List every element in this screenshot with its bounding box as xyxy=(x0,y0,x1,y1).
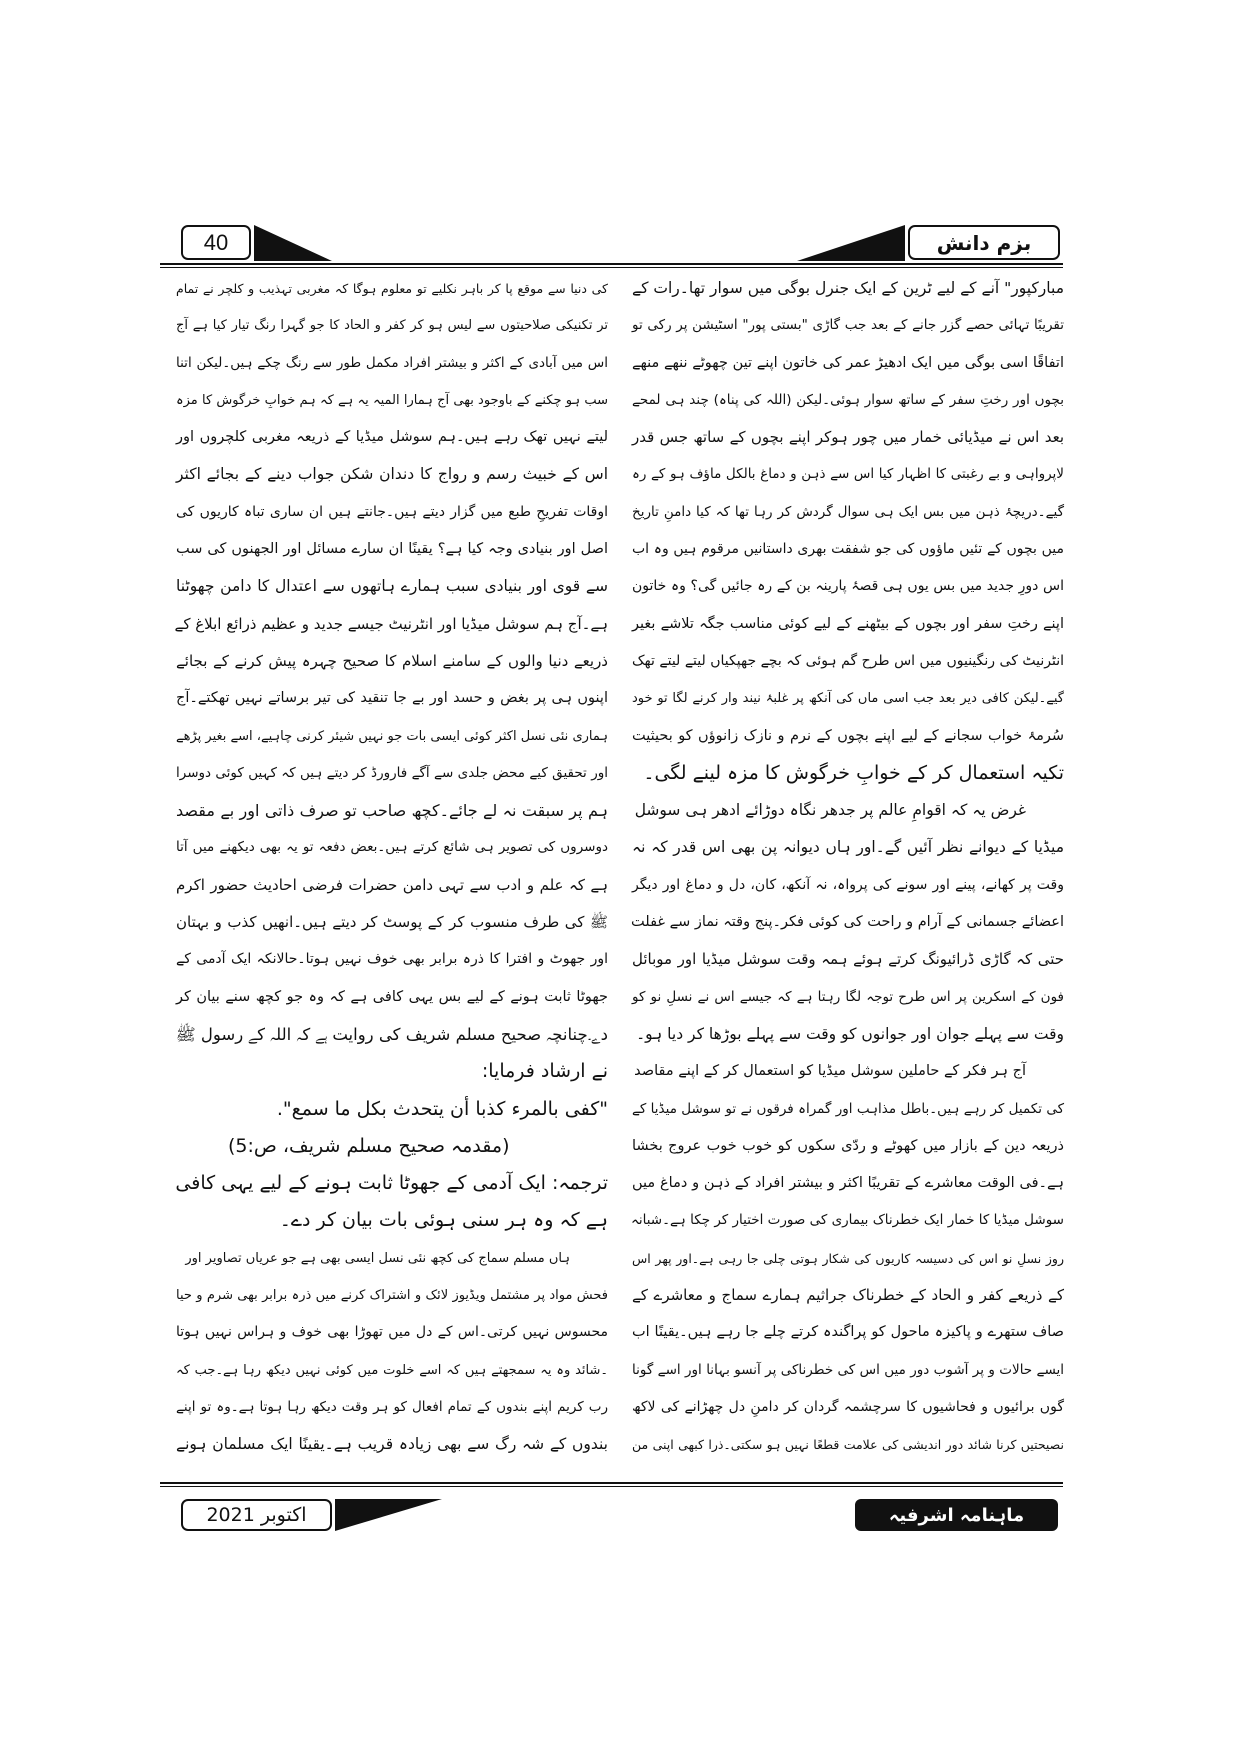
page-number-box xyxy=(181,225,251,260)
text-line: جھوٹا ثابت ہونے کے لیے بس یہی کافی ہے کہ وہ جو کچھ سنے بیان کر xyxy=(176,988,608,1005)
text-line: اعضائے جسمانی کے آرام و راحت کی کوئی فکر۔پنج وقتہ نماز سے غفلت xyxy=(631,914,1064,931)
page-number: 40 xyxy=(203,229,229,255)
magazine-name: ماہنامہ اشرفیہ xyxy=(888,1504,1025,1526)
text-line: لاپرواہی و بے رغبتی کا اظہار کیا اس سے ذہن و دماغ بالکل ماؤف ہو کے رہ xyxy=(632,466,1064,483)
text-line: ہے کہ علم و ادب سے تہی دامن حضرات فرضی احادیث حضور اکرم xyxy=(176,875,608,894)
text-line: اصل اور بنیادی وجہ کیا ہے؟ یقینًا ان سارے مسائل اور الجھنوں کی سب xyxy=(176,541,608,558)
text-line: سے قوی اور بنیادی سبب ہمارے ہاتھوں سے اعتدال کا دامن چھوٹنا xyxy=(176,577,608,596)
text-line: کی دنیا سے موقع پا کر باہر نکلیے تو معلوم ہوگا کہ مغربی تہذیب و کلچر نے تمام xyxy=(176,281,608,296)
text-line: گوں برائیوں و فحاشیوں کا سرچشمہ گردان کر دامنِ دل چھڑانے کی لاکھ xyxy=(632,1398,1064,1415)
text-line: ہے۔فی الوقت معاشرے کے تقریبًا اکثر و بیشتر افراد کے ذہن و دماغ میں xyxy=(632,1175,1064,1192)
text-line: ذریعے دنیا والوں کے سامنے اسلام کا صحیح چہرہ پیش کرنے کے بجائے xyxy=(176,651,608,670)
text-line: اور تحقیق کیے محض جلدی سے آگے فارورڈ کر دیتے ہیں کہ کہیں کوئی دوسرا xyxy=(176,764,608,781)
text-line: نے ارشاد فرمایا: xyxy=(481,1060,608,1083)
text-line: بچوں اور رختِ سفر کے ساتھ سوار ہوئی۔لیکن (اللہ کی پناہ) چند ہی لمحے xyxy=(632,391,1064,408)
text-line: میں بچوں کے تئیں ماؤوں کی جو شفقت بھری داستانیں مرقوم ہیں وہ اب xyxy=(632,541,1064,558)
text-line: مبارکپور" آنے کے لیے ٹرین کے ایک جنرل بوگی میں سوار تھا۔رات کے xyxy=(632,279,1064,297)
text-line: ہم پر سبقت نہ لے جائے۔کچھ صاحب تو صرف ذاتی اور بے مقصد xyxy=(176,801,608,821)
text-line: تر تکنیکی صلاحیتوں سے لیس ہو کر کفر و الحاد کا جو گہرا رنگ تیار کیا ہے آج xyxy=(176,318,608,334)
text-line: اس میں آبادی کے اکثر و بیشتر افراد مکمل طور سے رنگ چکے ہیں۔لیکن اتنا xyxy=(176,354,608,371)
text-line: بعد اس نے میڈیائی خمار میں چور ہوکر اپنے بچوں کے ساتھ جس قدر xyxy=(632,428,1064,447)
text-line: ترجمہ: ایک آدمی کے جھوٹا ثابت ہونے کے لیے یہی کافی xyxy=(175,1172,608,1195)
text-line: بندوں کے شہ رگ سے بھی زیادہ قریب ہے۔یقینًا ایک مسلمان ہونے xyxy=(176,1435,608,1454)
text-line: اپنے رختِ سفر اور بچوں کے بیٹھنے کے لیے کوئی مناسب جگہ تلاشے بغیر xyxy=(632,615,1064,632)
magazine-name-box xyxy=(855,1499,1058,1531)
text-line: آج ہر فکر کے حاملین سوشل میڈیا کو استعمال کر کے اپنے مقاصد xyxy=(634,1063,1026,1080)
right-column xyxy=(632,270,1064,1464)
text-line: رب کریم اپنے بندوں کے تمام افعال کو ہر وقت دیکھ رہا ہوتا ہے۔وہ تو اپنے xyxy=(176,1398,608,1415)
text-line: اتفاقًا اسی بوگی میں ایک ادھیڑ عمر کی خاتون اپنے تین چھوٹے ننھے منھے xyxy=(632,354,1064,371)
left-column xyxy=(176,270,608,1464)
text-line: دے۔چنانچہ صحیح مسلم شریف کی روایت ہے کہ اللہ کے رسول ﷺ xyxy=(175,1024,608,1044)
text-line: سُرمۂ خواب سجانے کے لیے اپنے بچوں کے نرم و نازک زانوؤں کو بحیثیت xyxy=(632,727,1064,744)
text-line: اپنوں ہی پر بغض و حسد اور بے جا تنقید کی تیر برساتے نہیں تھکتے۔آج xyxy=(176,690,608,707)
text-line: لیتے نہیں تھک رہے ہیں۔ہم سوشل میڈیا کے ذریعہ مغربی کلچروں اور xyxy=(176,429,608,446)
text-line: فون کے اسکرین پر اس طرح توجہ لگا رہتا ہے کہ جیسے اس نے نسلِ نو کو xyxy=(632,988,1064,1005)
text-line: اوقات تفریحِ طبع میں گزار دیتے ہیں۔جانتے ہیں ان ساری تباہ کاریوں کی xyxy=(176,503,608,520)
text-line: وقت پر کھانے، پینے اور سونے کی پرواہ، نہ آنکھ، کان، دل و دماغ اور دیگر xyxy=(632,876,1064,893)
text-line: ہے۔آج ہم سوشل میڈیا اور انٹرنیٹ جیسے جدید و عظیم ذرائع ابلاغ کے xyxy=(174,614,608,633)
text-line: وقت سے پہلے جوان اور جوانوں کو وقت سے پہلے بوڑھا کر دیا ہو۔ xyxy=(636,1024,1064,1043)
text-line: حتی کہ گاڑی ڈرائیونگ کرتے ہوئے ہمہ وقت سوشل میڈیا اور موبائل xyxy=(632,950,1064,969)
text-line: کی تکمیل کر رہے ہیں۔باطل مذاہب اور گمراہ فرقوں نے تو سوشل میڈیا کے xyxy=(632,1100,1064,1117)
text-line: صاف ستھرے و پاکیزہ ماحول کو پراگندہ کرتے چلے جا رہے ہیں۔یقینًا اب xyxy=(632,1324,1064,1341)
text-line: ہاں مسلم سماج کی کچھ نئی نسل ایسی بھی ہے جو عریاں تصاویر اور xyxy=(185,1250,570,1266)
text-line: ہے کہ وہ ہر سنی ہوئی بات بیان کر دے۔ xyxy=(279,1209,608,1232)
issue-date: اکتوبر 2021 xyxy=(206,1504,307,1526)
text-line: نصیحتیں کرنا شائد دور اندیشی کی علامت قطعًا نہیں ہو سکتی۔ذرا کبھی اپنی من xyxy=(632,1437,1064,1453)
issue-date-box xyxy=(181,1499,332,1531)
header-divider xyxy=(160,263,1063,268)
section-title-box xyxy=(908,225,1060,260)
text-line: روز نسلِ نو اس کی دسیسہ کاریوں کی شکار ہوتی چلی جا رہی ہے۔اور پھر اس xyxy=(632,1250,1064,1266)
text-line: ایسے حالات و پر آشوب دور میں اس کی خطرناکی پر آنسو بہانا اور اسے گونا xyxy=(632,1361,1064,1378)
text-line: گیے۔دریچۂ ذہن میں بس ایک ہی سوال گردش کر رہا تھا کہ کیا دامنِ تاریخ xyxy=(632,503,1064,520)
text-line: کے ذریعے کفر و الحاد کے خطرناک جراثیم ہمارے سماج و معاشرے کے xyxy=(632,1286,1064,1305)
text-line: تکیہ استعمال کر کے خوابِ خرگوش کا مزہ لینے لگی۔ xyxy=(643,761,1064,784)
text-line: سب ہو چکنے کے باوجود بھی آج ہمارا المیہ یہ ہے کہ ہم خوابِ خرگوش کا مزہ xyxy=(176,392,608,408)
text-line: اور جھوٹ و افترا کا ذرہ برابر بھی خوف نہیں ہوتا۔حالانکہ ایک آدمی کے xyxy=(176,951,608,968)
text-line: اس کے خبیث رسم و رواج کا دندان شکن جواب دینے کے بجائے اکثر xyxy=(176,465,608,484)
text-line: محسوس نہیں کرتی۔اس کے دل میں تھوڑا بھی خوف و ہراس نہیں ہوتا xyxy=(176,1324,608,1341)
footer-triangle xyxy=(0,0,1,1)
text-line: دوسروں کی تصویر ہی شائع کرتے ہیں۔بعض دفعہ تو یہ بھی دیکھنے میں آتا xyxy=(176,839,608,856)
text-line: گیے۔لیکن کافی دیر بعد جب اسی ماں کی آنکھ پر غلبۂ نیند وار کرنے لگا تو خود xyxy=(632,691,1064,707)
text-line: فحش مواد پر مشتمل ویڈیوز لائک و اشتراک کرنے میں ذرہ برابر بھی شرم و حیا xyxy=(176,1288,608,1304)
text-line: سوشل میڈیا کا خمار ایک خطرناک بیماری کی صورت اختیار کر چکا ہے۔شبانہ xyxy=(630,1212,1064,1229)
text-line: ﷺ کی طرف منسوب کر کے پوسٹ کر دیتے ہیں۔انھیں کذب و بہتان xyxy=(176,913,608,932)
text-line: میڈیا کے دیوانے نظر آئیں گے۔اور ہاں دیوانہ پن بھی اس قدر کہ نہ xyxy=(632,838,1064,857)
text-line: ہماری نئی نسل اکثر کوئی ایسی بات جو نہیں شیئر کرنی چاہیے، اسے بغیر پڑھے xyxy=(176,728,608,744)
text-line: (مقدمہ صحیح مسلم شریف، ص:5) xyxy=(228,1134,510,1157)
text-line: ۔شائد وہ یہ سمجھتے ہیں کہ اسے خلوت میں کوئی نہیں دیکھ رہا ہے۔جب کہ xyxy=(176,1362,608,1378)
text-line: غرض یہ کہ اقوامِ عالم پر جدھر نگاہ دوڑائے ادھر ہی سوشل xyxy=(634,801,1026,820)
section-title: بزم دانش xyxy=(936,230,1032,255)
text-line: انٹرنیٹ کی رنگینیوں میں اس طرح گم ہوئی کہ بچے جھپکیاں لیتے لیتے تھک xyxy=(632,652,1064,669)
text-line: اس دورِ جدید میں بس یوں ہی قصۂ پارینہ بن کے رہ جائیں گی؟ وہ خاتون xyxy=(632,578,1064,595)
text-line: تقریبًا تہائی حصے گزر جانے کے بعد جب گاڑی "بستی پور" اسٹیشن پر رکی تو xyxy=(632,317,1064,334)
text-line: "کفی بالمرء کذبا أن یتحدث بکل ما سمع". xyxy=(276,1097,608,1120)
text-line: ذریعہ دین کے بازار میں کھوٹے و ردّی سکوں کو خوب خوب عروج بخشا xyxy=(632,1137,1064,1154)
footer-divider xyxy=(160,1482,1063,1487)
